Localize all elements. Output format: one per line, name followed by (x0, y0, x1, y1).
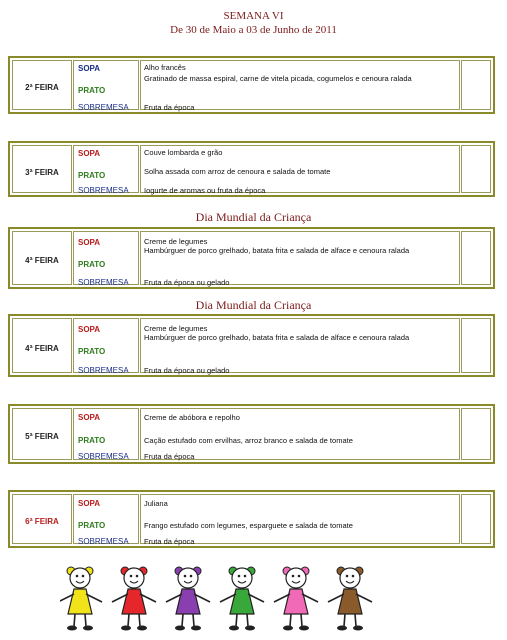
label-sopa: SOPA (78, 499, 101, 508)
children-illustration (60, 562, 400, 636)
label-sobremesa: SOBREMESA (78, 452, 129, 461)
label-sopa: SOPA (78, 325, 101, 334)
sobremesa-text: Fruta da época ou gelado (144, 366, 230, 375)
label-prato: PRATO (78, 260, 106, 269)
sobremesa-text: Fruta da época (144, 537, 195, 546)
child-figure (274, 567, 318, 631)
label-sopa: SOPA (78, 64, 101, 73)
label-prato: PRATO (78, 436, 106, 445)
prato-text: Hambúrguer de porco grelhado, batata frita e salada de alface e cenoura ralada (144, 333, 410, 342)
menu-friday (8, 490, 495, 548)
day-label: 6ª FEIRA (25, 517, 59, 526)
prato-text: Frango estufado com legumes, esparguete e salada de tomate (144, 521, 353, 530)
label-sopa: SOPA (78, 238, 101, 247)
child-figure (166, 567, 210, 631)
day-label: 2ª FEIRA (25, 83, 59, 92)
menu-monday (8, 56, 495, 114)
heading-childrens-day: Dia Mundial da Criança (195, 210, 312, 224)
sobremesa-text: Iogurte de aromas ou fruta da época (144, 186, 266, 195)
menu-wednesday (8, 227, 495, 289)
sobremesa-text: Fruta da época (144, 452, 195, 461)
menu-wednesday-repeat (8, 314, 495, 377)
label-prato: PRATO (78, 521, 106, 530)
child-figure (328, 567, 372, 631)
prato-text: Hambúrguer de porco grelhado, batata frita e salada de alface e cenoura ralada (144, 246, 410, 255)
sobremesa-text: Fruta da época ou gelado (144, 278, 230, 287)
label-sobremesa: SOBREMESA (78, 103, 129, 112)
label-prato: PRATO (78, 171, 106, 180)
heading-childrens-day: Dia Mundial da Criança (195, 298, 312, 312)
child-figure (220, 567, 264, 631)
prato-text: Solha assada com arroz de cenoura e salada de tomate (144, 167, 331, 176)
menu-thursday (8, 404, 495, 464)
sopa-text: Creme de legumes (144, 324, 208, 333)
label-sobremesa: SOBREMESA (78, 366, 129, 375)
sopa-text: Juliana (144, 499, 168, 508)
week-dates: De 30 de Maio a 03 de Junho de 2011 (170, 24, 337, 36)
sopa-text: Creme de abóbora e repolho (144, 413, 240, 422)
sobremesa-text: Fruta da época (144, 103, 195, 112)
child-figure (112, 567, 156, 631)
day-label: 3ª FEIRA (25, 168, 59, 177)
label-sobremesa: SOBREMESA (78, 537, 129, 546)
prato-text: Cação estufado com ervilhas, arroz branco e salada de tomate (144, 436, 353, 445)
day-label: 5ª FEIRA (25, 432, 59, 441)
label-sopa: SOPA (78, 149, 101, 158)
menu-tuesday (8, 141, 495, 197)
day-label: 4ª FEIRA (25, 344, 59, 353)
sopa-text: Couve lombarda e grão (144, 148, 223, 157)
week-title: SEMANA VI (223, 10, 284, 22)
label-sobremesa: SOBREMESA (78, 278, 129, 287)
label-sobremesa: SOBREMESA (78, 186, 129, 195)
sopa-text: Creme de legumes (144, 237, 208, 246)
child-figure (60, 567, 102, 631)
label-prato: PRATO (78, 347, 106, 356)
label-prato: PRATO (78, 86, 106, 95)
sopa-text: Alho francês (144, 63, 186, 72)
day-label: 4ª FEIRA (25, 256, 59, 265)
prato-text: Gratinado de massa espiral, carne de vitela picada, cogumelos e cenoura ralada (144, 74, 412, 83)
label-sopa: SOPA (78, 413, 101, 422)
